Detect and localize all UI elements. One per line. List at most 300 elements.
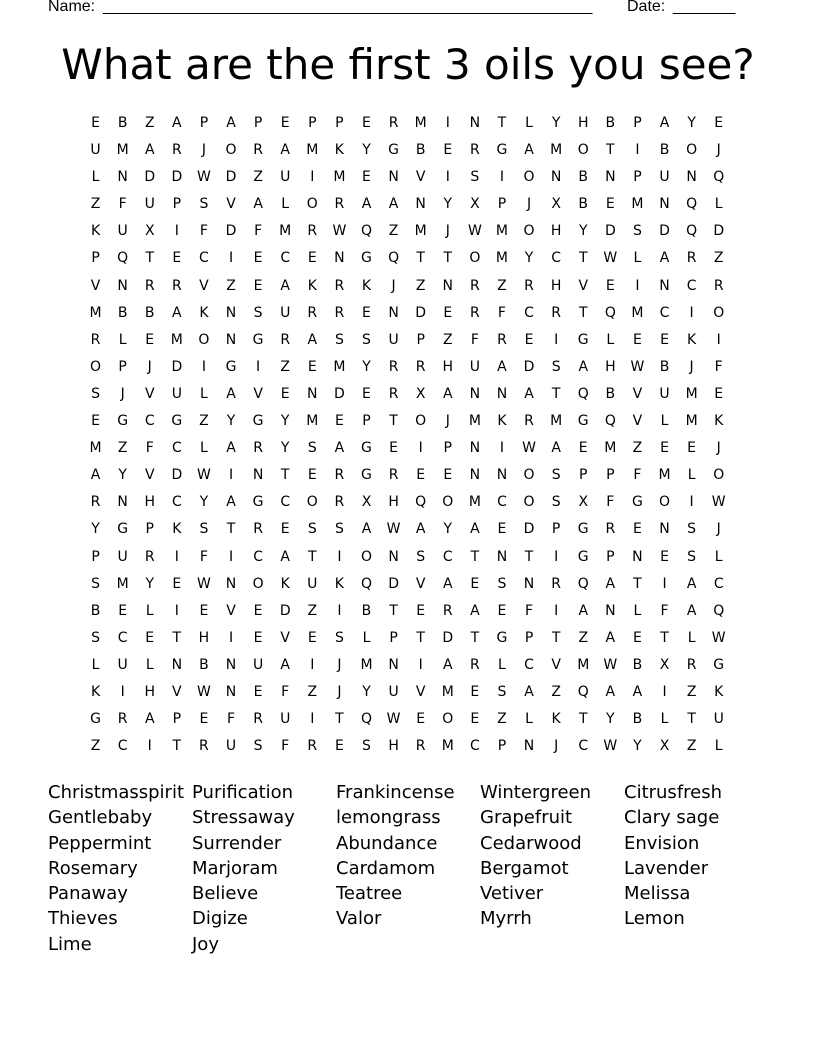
grid-letter[interactable]: M bbox=[604, 440, 617, 457]
grid-letter[interactable]: C bbox=[171, 494, 182, 511]
grid-letter[interactable]: N bbox=[469, 467, 481, 484]
grid-letter[interactable]: T bbox=[172, 738, 182, 755]
grid-letter[interactable]: B bbox=[199, 656, 209, 673]
grid-letter[interactable]: E bbox=[632, 331, 642, 348]
grid-letter[interactable]: R bbox=[253, 711, 263, 728]
grid-letter[interactable]: E bbox=[307, 358, 317, 375]
grid-letter[interactable]: N bbox=[225, 575, 237, 592]
grid-letter[interactable]: R bbox=[307, 738, 318, 755]
grid-letter[interactable]: E bbox=[253, 250, 263, 267]
grid-letter[interactable]: A bbox=[686, 575, 697, 592]
grid-letter[interactable]: D bbox=[388, 575, 399, 592]
grid-letter[interactable]: U bbox=[659, 385, 670, 402]
grid-letter[interactable]: K bbox=[172, 521, 182, 538]
grid-letter[interactable]: P bbox=[633, 115, 642, 131]
grid-letter[interactable]: Z bbox=[442, 331, 453, 348]
grid-letter[interactable]: R bbox=[90, 494, 101, 511]
grid-letter[interactable]: Y bbox=[551, 115, 561, 131]
grid-letter[interactable]: R bbox=[713, 277, 724, 294]
grid-letter[interactable]: Z bbox=[144, 115, 155, 131]
grid-letter[interactable]: F bbox=[199, 223, 208, 240]
grid-letter[interactable]: I bbox=[499, 169, 505, 186]
grid-letter[interactable]: B bbox=[90, 602, 101, 619]
grid-letter[interactable]: O bbox=[713, 467, 725, 484]
grid-letter[interactable]: E bbox=[307, 629, 317, 646]
grid-letter[interactable]: G bbox=[361, 467, 372, 484]
grid-letter[interactable]: E bbox=[145, 331, 155, 348]
grid-letter[interactable]: Q bbox=[117, 250, 129, 267]
grid-letter[interactable]: B bbox=[117, 304, 128, 321]
grid-letter[interactable]: Y bbox=[118, 467, 127, 484]
grid-letter[interactable]: A bbox=[470, 521, 480, 538]
grid-letter[interactable]: N bbox=[659, 277, 670, 294]
grid-letter[interactable]: E bbox=[253, 683, 263, 700]
grid-letter[interactable]: E bbox=[280, 385, 290, 402]
grid-letter[interactable]: K bbox=[551, 711, 561, 728]
grid-letter[interactable]: R bbox=[280, 331, 291, 348]
grid-letter[interactable]: E bbox=[443, 304, 453, 321]
grid-letter[interactable]: S bbox=[362, 738, 371, 755]
grid-letter[interactable]: P bbox=[199, 115, 209, 131]
grid-letter[interactable]: R bbox=[90, 331, 101, 348]
grid-letter[interactable]: I bbox=[228, 467, 234, 484]
grid-letter[interactable]: Q bbox=[388, 250, 400, 267]
grid-letter[interactable]: C bbox=[578, 738, 589, 755]
grid-letter[interactable]: K bbox=[334, 575, 344, 592]
grid-letter[interactable]: E bbox=[145, 629, 155, 646]
grid-letter[interactable]: Z bbox=[307, 683, 318, 700]
grid-letter[interactable]: U bbox=[171, 385, 182, 402]
grid-letter[interactable]: H bbox=[144, 683, 155, 700]
grid-letter[interactable]: A bbox=[253, 196, 263, 213]
grid-letter[interactable]: E bbox=[118, 602, 128, 619]
grid-letter[interactable]: I bbox=[228, 548, 234, 565]
grid-letter[interactable]: I bbox=[554, 548, 559, 565]
grid-letter[interactable]: V bbox=[578, 277, 589, 294]
grid-letter[interactable]: Z bbox=[90, 738, 101, 755]
grid-letter[interactable]: V bbox=[199, 277, 209, 294]
grid-letter[interactable]: U bbox=[280, 304, 291, 321]
grid-letter[interactable]: M bbox=[658, 467, 671, 484]
grid-letter[interactable]: K bbox=[334, 142, 344, 159]
grid-letter[interactable]: O bbox=[523, 467, 535, 484]
grid-letter[interactable]: S bbox=[497, 575, 507, 592]
grid-letter[interactable]: L bbox=[525, 115, 533, 131]
grid-letter[interactable]: O bbox=[659, 494, 671, 511]
grid-letter[interactable]: U bbox=[117, 656, 128, 673]
grid-letter[interactable]: S bbox=[497, 683, 507, 700]
grid-letter[interactable]: T bbox=[578, 304, 588, 321]
grid-letter[interactable]: L bbox=[660, 413, 669, 430]
grid-letter[interactable]: R bbox=[497, 331, 507, 348]
grid-letter[interactable]: G bbox=[361, 250, 372, 267]
grid-letter[interactable]: I bbox=[445, 115, 450, 131]
grid-letter[interactable]: A bbox=[551, 440, 561, 457]
grid-letter[interactable]: A bbox=[226, 494, 236, 511]
grid-letter[interactable]: P bbox=[416, 331, 425, 348]
grid-letter[interactable]: G bbox=[361, 440, 372, 457]
grid-letter[interactable]: T bbox=[606, 142, 615, 159]
grid-letter[interactable]: T bbox=[280, 467, 290, 484]
grid-letter[interactable]: H bbox=[577, 115, 589, 131]
grid-letter[interactable]: W bbox=[630, 358, 645, 375]
grid-letter[interactable]: A bbox=[578, 358, 589, 375]
grid-letter[interactable]: T bbox=[335, 711, 344, 728]
grid-letter[interactable]: N bbox=[550, 169, 562, 186]
name-field[interactable]: _______________________________________________________ bbox=[103, 0, 593, 15]
grid-letter[interactable]: P bbox=[606, 467, 615, 484]
grid-letter[interactable]: Z bbox=[388, 223, 399, 240]
grid-letter[interactable]: S bbox=[307, 440, 317, 457]
grid-letter[interactable]: E bbox=[660, 440, 669, 457]
grid-letter[interactable]: J bbox=[337, 683, 342, 700]
grid-letter[interactable]: Y bbox=[280, 413, 290, 430]
grid-letter[interactable]: V bbox=[144, 385, 155, 402]
grid-letter[interactable]: R bbox=[415, 358, 426, 375]
grid-letter[interactable]: Z bbox=[686, 683, 697, 700]
grid-letter[interactable]: A bbox=[280, 656, 290, 673]
grid-letter[interactable]: C bbox=[524, 656, 534, 673]
grid-letter[interactable]: K bbox=[90, 683, 101, 700]
grid-letter[interactable]: P bbox=[91, 548, 100, 565]
grid-letter[interactable]: E bbox=[253, 602, 263, 619]
grid-letter[interactable]: R bbox=[388, 385, 399, 402]
grid-letter[interactable]: D bbox=[171, 467, 183, 484]
grid-letter[interactable]: M bbox=[468, 413, 481, 430]
grid-letter[interactable]: A bbox=[659, 115, 670, 131]
grid-letter[interactable]: A bbox=[524, 385, 534, 402]
grid-letter[interactable]: P bbox=[633, 169, 642, 186]
grid-letter[interactable]: N bbox=[225, 331, 237, 348]
grid-letter[interactable]: I bbox=[635, 277, 640, 294]
grid-letter[interactable]: R bbox=[469, 277, 480, 294]
grid-letter[interactable]: N bbox=[496, 548, 508, 565]
grid-letter[interactable]: I bbox=[120, 683, 125, 700]
grid-letter[interactable]: M bbox=[495, 223, 508, 240]
grid-letter[interactable]: J bbox=[201, 142, 206, 159]
grid-letter[interactable]: E bbox=[632, 629, 642, 646]
grid-letter[interactable]: P bbox=[91, 250, 100, 267]
grid-letter[interactable]: H bbox=[388, 494, 399, 511]
grid-letter[interactable]: J bbox=[147, 358, 152, 375]
grid-letter[interactable]: I bbox=[147, 738, 152, 755]
grid-letter[interactable]: O bbox=[225, 142, 237, 159]
grid-letter[interactable]: R bbox=[469, 304, 480, 321]
grid-letter[interactable]: E bbox=[334, 738, 344, 755]
grid-letter[interactable]: R bbox=[686, 250, 697, 267]
grid-letter[interactable]: Z bbox=[226, 277, 236, 294]
grid-letter[interactable]: N bbox=[415, 196, 426, 213]
grid-letter[interactable]: I bbox=[499, 440, 505, 457]
grid-letter[interactable]: P bbox=[443, 440, 452, 457]
grid-letter[interactable]: F bbox=[226, 711, 236, 728]
grid-letter[interactable]: W bbox=[603, 738, 618, 755]
grid-letter[interactable]: S bbox=[551, 467, 561, 484]
grid-letter[interactable]: J bbox=[445, 413, 450, 430]
grid-letter[interactable]: U bbox=[280, 711, 291, 728]
grid-letter[interactable]: I bbox=[310, 656, 315, 673]
grid-letter[interactable]: N bbox=[605, 169, 616, 186]
grid-letter[interactable]: T bbox=[145, 250, 155, 267]
grid-letter[interactable]: G bbox=[117, 521, 129, 538]
grid-letter[interactable]: S bbox=[416, 548, 426, 565]
grid-letter[interactable]: F bbox=[633, 467, 642, 484]
grid-letter[interactable]: N bbox=[496, 385, 508, 402]
grid-letter[interactable]: H bbox=[198, 629, 210, 646]
grid-letter[interactable]: I bbox=[174, 602, 179, 619]
grid-letter[interactable]: Y bbox=[687, 115, 696, 131]
grid-letter[interactable]: G bbox=[577, 521, 589, 538]
grid-letter[interactable]: E bbox=[91, 413, 100, 430]
grid-letter[interactable]: C bbox=[442, 548, 453, 565]
grid-letter[interactable]: C bbox=[280, 494, 291, 511]
grid-letter[interactable]: N bbox=[605, 602, 616, 619]
grid-letter[interactable]: N bbox=[117, 494, 128, 511]
grid-letter[interactable]: E bbox=[524, 331, 534, 348]
grid-letter[interactable]: N bbox=[225, 656, 237, 673]
grid-letter[interactable]: O bbox=[306, 494, 318, 511]
grid-letter[interactable]: G bbox=[117, 413, 129, 430]
grid-letter[interactable]: T bbox=[660, 629, 669, 646]
grid-letter[interactable]: E bbox=[334, 413, 344, 430]
grid-letter[interactable]: B bbox=[632, 656, 643, 673]
grid-letter[interactable]: Y bbox=[578, 223, 588, 240]
grid-letter[interactable]: P bbox=[606, 548, 615, 565]
grid-letter[interactable]: N bbox=[523, 738, 535, 755]
grid-letter[interactable]: Q bbox=[577, 575, 589, 592]
grid-letter[interactable]: H bbox=[550, 277, 562, 294]
grid-letter[interactable]: O bbox=[469, 250, 481, 267]
grid-letter[interactable]: N bbox=[632, 548, 643, 565]
grid-letter[interactable]: N bbox=[117, 169, 128, 186]
grid-letter[interactable]: Q bbox=[686, 196, 698, 213]
grid-letter[interactable]: K bbox=[90, 223, 101, 240]
grid-letter[interactable]: N bbox=[225, 304, 237, 321]
grid-letter[interactable]: I bbox=[554, 602, 559, 619]
grid-letter[interactable]: B bbox=[605, 115, 616, 131]
grid-letter[interactable]: O bbox=[198, 331, 210, 348]
grid-letter[interactable]: C bbox=[659, 304, 670, 321]
grid-letter[interactable]: O bbox=[252, 575, 264, 592]
grid-letter[interactable]: M bbox=[468, 494, 481, 511]
grid-letter[interactable]: A bbox=[280, 277, 290, 294]
grid-letter[interactable]: T bbox=[524, 548, 534, 565]
grid-letter[interactable]: L bbox=[91, 169, 100, 186]
grid-letter[interactable]: V bbox=[415, 575, 426, 592]
grid-letter[interactable]: L bbox=[281, 196, 290, 213]
grid-letter[interactable]: R bbox=[605, 521, 616, 538]
grid-letter[interactable]: R bbox=[307, 304, 318, 321]
grid-letter[interactable]: Z bbox=[632, 440, 643, 457]
grid-letter[interactable]: K bbox=[199, 304, 209, 321]
grid-letter[interactable]: N bbox=[388, 656, 399, 673]
grid-letter[interactable]: I bbox=[228, 629, 234, 646]
grid-letter[interactable]: M bbox=[685, 413, 698, 430]
grid-letter[interactable]: M bbox=[116, 142, 129, 159]
grid-letter[interactable]: A bbox=[226, 385, 236, 402]
grid-letter[interactable]: R bbox=[171, 277, 182, 294]
grid-letter[interactable]: N bbox=[307, 385, 318, 402]
grid-letter[interactable]: E bbox=[307, 250, 317, 267]
grid-letter[interactable]: D bbox=[225, 223, 237, 240]
grid-letter[interactable]: U bbox=[469, 358, 480, 375]
grid-letter[interactable]: F bbox=[606, 494, 615, 511]
grid-letter[interactable]: C bbox=[497, 494, 507, 511]
grid-letter[interactable]: O bbox=[306, 196, 318, 213]
grid-letter[interactable]: M bbox=[550, 142, 563, 159]
grid-letter[interactable]: E bbox=[714, 385, 724, 402]
grid-letter[interactable]: A bbox=[280, 142, 290, 159]
grid-letter[interactable]: C bbox=[686, 277, 697, 294]
grid-letter[interactable]: B bbox=[659, 358, 670, 375]
grid-letter[interactable]: P bbox=[524, 629, 534, 646]
grid-letter[interactable]: A bbox=[524, 142, 534, 159]
grid-letter[interactable]: A bbox=[172, 115, 182, 131]
grid-letter[interactable]: E bbox=[91, 115, 100, 131]
grid-letter[interactable]: N bbox=[659, 196, 670, 213]
grid-letter[interactable]: P bbox=[308, 115, 317, 131]
grid-letter[interactable]: X bbox=[144, 223, 155, 240]
grid-letter[interactable]: B bbox=[659, 142, 670, 159]
grid-letter[interactable]: F bbox=[199, 548, 208, 565]
grid-letter[interactable]: E bbox=[362, 115, 371, 131]
grid-letter[interactable]: S bbox=[362, 331, 371, 348]
grid-letter[interactable]: R bbox=[253, 142, 263, 159]
grid-letter[interactable]: C bbox=[144, 413, 155, 430]
grid-letter[interactable]: T bbox=[633, 575, 642, 592]
grid-letter[interactable]: E bbox=[389, 440, 398, 457]
grid-letter[interactable]: T bbox=[687, 711, 696, 728]
grid-letter[interactable]: C bbox=[524, 304, 534, 321]
grid-letter[interactable]: X bbox=[415, 385, 426, 402]
grid-letter[interactable]: R bbox=[171, 142, 182, 159]
grid-letter[interactable]: T bbox=[308, 548, 317, 565]
grid-letter[interactable]: C bbox=[117, 738, 128, 755]
grid-letter[interactable]: Y bbox=[362, 358, 371, 375]
grid-letter[interactable]: K bbox=[361, 277, 372, 294]
grid-letter[interactable]: N bbox=[334, 250, 345, 267]
grid-letter[interactable]: O bbox=[523, 494, 535, 511]
grid-letter[interactable]: M bbox=[414, 115, 427, 131]
grid-letter[interactable]: K bbox=[280, 575, 290, 592]
grid-letter[interactable]: L bbox=[362, 629, 371, 646]
grid-letter[interactable]: N bbox=[388, 169, 399, 186]
grid-letter[interactable]: K bbox=[307, 277, 317, 294]
grid-letter[interactable]: P bbox=[497, 196, 507, 213]
grid-letter[interactable]: M bbox=[685, 385, 698, 402]
grid-letter[interactable]: O bbox=[523, 223, 535, 240]
grid-letter[interactable]: C bbox=[171, 440, 182, 457]
grid-letter[interactable]: Z bbox=[497, 711, 507, 728]
grid-letter[interactable]: L bbox=[714, 548, 723, 565]
grid-letter[interactable]: Z bbox=[199, 413, 209, 430]
grid-letter[interactable]: I bbox=[256, 358, 261, 375]
grid-letter[interactable]: Y bbox=[199, 494, 209, 511]
grid-letter[interactable]: W bbox=[332, 223, 347, 240]
grid-letter[interactable]: X bbox=[551, 196, 561, 213]
grid-letter[interactable]: R bbox=[307, 223, 318, 240]
grid-letter[interactable]: W bbox=[522, 440, 536, 457]
grid-letter[interactable]: Z bbox=[90, 196, 101, 213]
grid-letter[interactable]: A bbox=[226, 115, 236, 131]
grid-letter[interactable]: O bbox=[90, 358, 102, 375]
grid-letter[interactable]: G bbox=[577, 548, 589, 565]
grid-letter[interactable]: O bbox=[442, 711, 454, 728]
grid-letter[interactable]: S bbox=[632, 223, 642, 240]
grid-letter[interactable]: T bbox=[172, 629, 182, 646]
grid-letter[interactable]: P bbox=[335, 115, 344, 131]
grid-letter[interactable]: R bbox=[686, 656, 697, 673]
grid-letter[interactable]: E bbox=[470, 683, 480, 700]
grid-letter[interactable]: P bbox=[362, 413, 371, 430]
grid-letter[interactable]: L bbox=[145, 602, 154, 619]
grid-letter[interactable]: J bbox=[445, 223, 450, 240]
grid-letter[interactable]: R bbox=[144, 548, 155, 565]
grid-letter[interactable]: H bbox=[605, 358, 616, 375]
grid-letter[interactable]: S bbox=[334, 331, 344, 348]
grid-letter[interactable]: A bbox=[524, 683, 534, 700]
grid-letter[interactable]: E bbox=[687, 440, 697, 457]
grid-letter[interactable]: G bbox=[713, 656, 725, 673]
grid-letter[interactable]: D bbox=[523, 521, 535, 538]
grid-letter[interactable]: M bbox=[577, 656, 590, 673]
grid-letter[interactable]: N bbox=[225, 683, 237, 700]
grid-letter[interactable]: B bbox=[117, 115, 128, 131]
grid-letter[interactable]: M bbox=[279, 223, 292, 240]
grid-letter[interactable]: B bbox=[632, 711, 643, 728]
grid-letter[interactable]: R bbox=[388, 358, 399, 375]
grid-letter[interactable]: Q bbox=[577, 683, 589, 700]
grid-letter[interactable]: C bbox=[280, 250, 291, 267]
grid-letter[interactable]: N bbox=[496, 467, 508, 484]
grid-letter[interactable]: R bbox=[117, 711, 128, 728]
grid-letter[interactable]: L bbox=[91, 656, 100, 673]
grid-letter[interactable]: G bbox=[388, 142, 399, 159]
grid-letter[interactable]: A bbox=[388, 196, 399, 213]
grid-letter[interactable]: V bbox=[226, 602, 236, 619]
grid-letter[interactable]: M bbox=[116, 575, 129, 592]
grid-letter[interactable]: P bbox=[172, 711, 182, 728]
grid-letter[interactable]: A bbox=[659, 250, 670, 267]
grid-letter[interactable]: E bbox=[416, 602, 426, 619]
grid-letter[interactable]: E bbox=[362, 304, 371, 321]
grid-letter[interactable]: R bbox=[144, 277, 155, 294]
grid-letter[interactable]: E bbox=[416, 711, 426, 728]
grid-letter[interactable]: J bbox=[554, 738, 559, 755]
grid-letter[interactable]: Q bbox=[415, 494, 427, 511]
grid-letter[interactable]: M bbox=[414, 223, 427, 240]
grid-letter[interactable]: Y bbox=[145, 575, 155, 592]
grid-letter[interactable]: M bbox=[441, 738, 454, 755]
grid-letter[interactable]: Z bbox=[578, 629, 589, 646]
grid-letter[interactable]: A bbox=[361, 196, 372, 213]
grid-letter[interactable]: J bbox=[526, 196, 532, 213]
grid-letter[interactable]: I bbox=[689, 304, 694, 321]
grid-letter[interactable]: U bbox=[225, 738, 237, 755]
grid-letter[interactable]: X bbox=[659, 656, 670, 673]
grid-letter[interactable]: F bbox=[118, 196, 127, 213]
grid-letter[interactable]: Z bbox=[713, 250, 724, 267]
grid-letter[interactable]: A bbox=[361, 521, 372, 538]
grid-letter[interactable]: Y bbox=[226, 413, 236, 430]
grid-letter[interactable]: V bbox=[280, 629, 290, 646]
grid-letter[interactable]: A bbox=[497, 358, 507, 375]
grid-letter[interactable]: R bbox=[551, 575, 561, 592]
grid-letter[interactable]: T bbox=[551, 385, 561, 402]
grid-letter[interactable]: Y bbox=[633, 738, 642, 755]
grid-letter[interactable]: R bbox=[334, 277, 345, 294]
grid-letter[interactable]: Y bbox=[606, 711, 615, 728]
